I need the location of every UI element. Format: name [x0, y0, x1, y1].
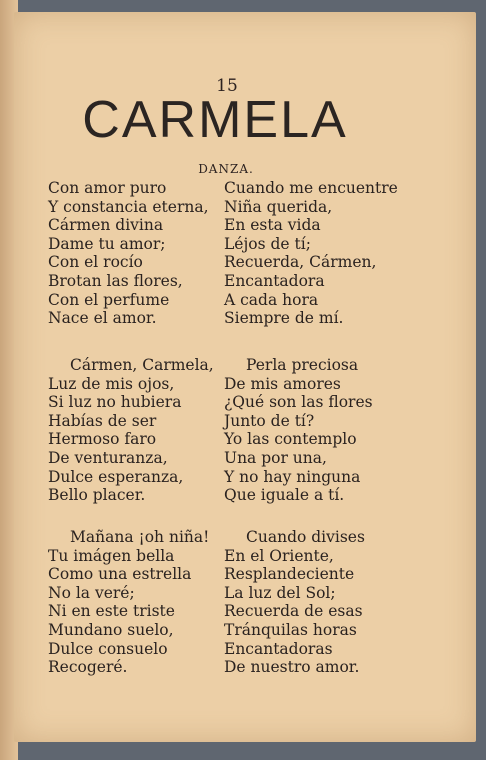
verse-line: Resplandeciente — [224, 565, 355, 584]
stanza-3-right-column — [224, 528, 396, 677]
stanza-1-right-column — [224, 179, 396, 328]
verse-line: Yo las contemplo — [224, 430, 357, 449]
verse-line: Bello placer. — [48, 486, 146, 505]
song-subtitle: DANZA. — [198, 162, 254, 176]
verse-line: Cármen, Carmela, — [70, 356, 214, 374]
stanza-3-left-column — [48, 528, 226, 677]
verse-line: Mundano suelo, — [48, 620, 174, 639]
verse-line: Habías de ser — [48, 411, 157, 430]
verse-line: Mañana ¡oh niña! — [70, 528, 210, 546]
verse-line: Y constancia eterna, — [48, 197, 209, 216]
verse-line: Recuerda de esas — [224, 602, 363, 621]
verse-line: Tránquilas horas — [224, 620, 357, 639]
verse-line: Encantadora — [224, 271, 325, 290]
verse-line: Luz de mis ojos, — [48, 374, 175, 393]
page-number: 15 — [216, 76, 238, 96]
verse-line: Una por una, — [224, 448, 327, 467]
verse-line: Con el perfume — [48, 290, 170, 309]
verse-line: No la veré; — [48, 583, 135, 602]
verse-line: En el Oriente, — [224, 546, 334, 565]
verse-line: La luz del Sol; — [224, 583, 336, 602]
stanza-2-left-column — [48, 356, 226, 505]
verse-line: Léjos de tí; — [224, 234, 311, 253]
stanza-2-right-column — [224, 356, 396, 505]
verse-line: Que iguale a tí. — [224, 486, 345, 505]
verse-line: Recuerda, Cármen, — [224, 253, 377, 272]
song-title: CARMELA — [82, 91, 348, 149]
verse-line: Cuando me encuentre — [224, 179, 398, 197]
verse-line: De venturanza, — [48, 448, 168, 467]
verse-line: Dulce consuelo — [48, 639, 168, 658]
verse-line: Brotan las flores, — [48, 271, 183, 290]
verse-line: Dame tu amor; — [48, 234, 166, 253]
stanza-1-left-column — [48, 179, 226, 328]
verse-line: Junto de tí? — [224, 411, 315, 430]
verse-line: Con el rocío — [48, 253, 143, 272]
verse-line: Si luz no hubiera — [48, 393, 182, 412]
verse-line: Como una estrella — [48, 565, 192, 584]
verse-line: Dulce esperanza, — [48, 467, 184, 486]
verse-line: Cuando divises — [246, 528, 365, 546]
verse-line: Recogeré. — [48, 658, 128, 677]
verse-line: Siempre de mí. — [224, 309, 344, 328]
book-page — [14, 12, 476, 742]
verse-line: A cada hora — [224, 290, 319, 309]
verse-line: Nace el amor. — [48, 309, 157, 328]
verse-line: Cármen divina — [48, 216, 164, 235]
verse-line: Y no hay ninguna — [224, 467, 361, 486]
verse-line: Con amor puro — [48, 179, 167, 197]
verse-line: ¿Qué son las flores — [224, 393, 373, 412]
verse-line: En esta vida — [224, 216, 321, 235]
verse-line: Encantadoras — [224, 639, 333, 658]
verse-line: Ni en este triste — [48, 602, 175, 621]
verse-line: Tu imágen bella — [48, 546, 175, 565]
verse-line: Niña querida, — [224, 197, 333, 216]
verse-line: Hermoso faro — [48, 430, 157, 449]
verse-line: Perla preciosa — [246, 356, 359, 374]
verse-line: De mis amores — [224, 374, 341, 393]
verse-line: De nuestro amor. — [224, 658, 360, 677]
